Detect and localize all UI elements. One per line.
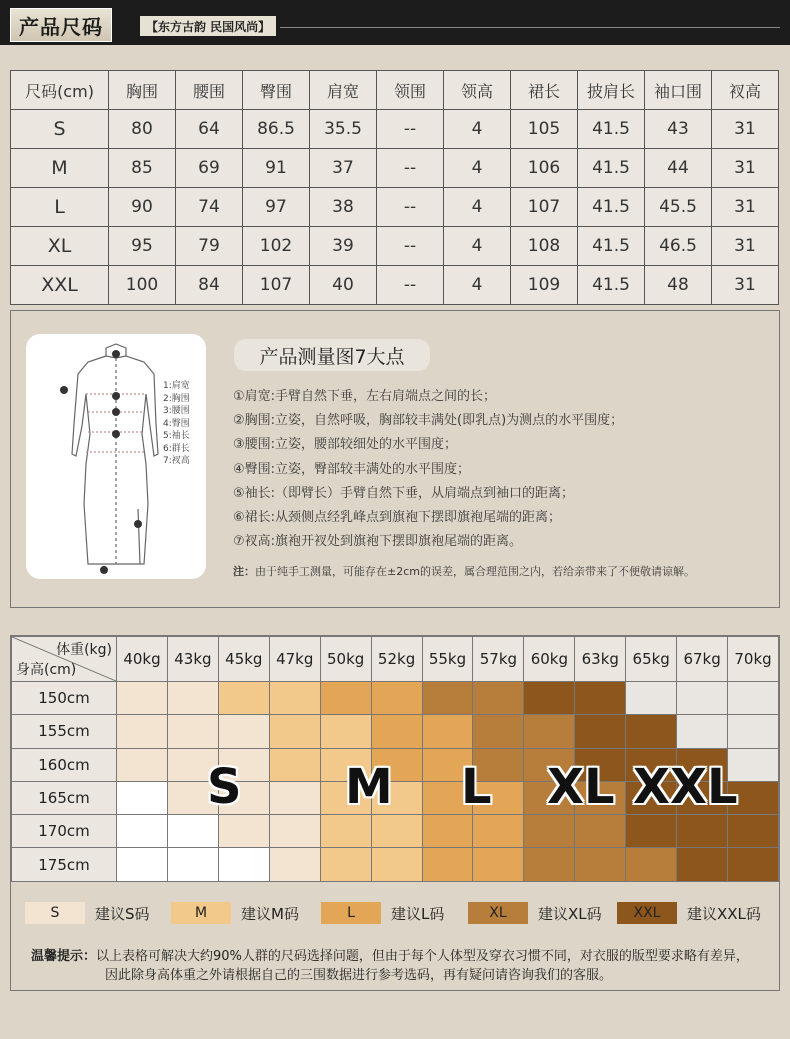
size-zone-cell (728, 715, 779, 748)
weight-header: 52kg (371, 637, 422, 682)
size-zone-cell (473, 715, 524, 748)
size-cell: 79 (176, 227, 243, 266)
legend-text: 建议S码 (95, 904, 150, 923)
size-zone-cell (626, 682, 677, 715)
size-zone-cell (626, 815, 677, 848)
size-cell: 41.5 (578, 266, 645, 305)
header-bar (0, 0, 790, 45)
legend-swatch: XXL (617, 902, 677, 924)
page-subtitle: 【东方古韵 民国风尚】 (140, 16, 276, 36)
size-cell: 31 (712, 110, 779, 149)
size-cell: 80 (109, 110, 176, 149)
tip-line: 因此除身高体重之外请根据自己的三围数据进行参考选码，再有疑问请咨询我们的客服。 (105, 968, 613, 983)
size-zone-cell (320, 715, 371, 748)
weight-height-chart (10, 635, 780, 991)
measurement-item: ②胸围:立姿，自然呼吸，胸部较丰满处(即乳点)为测点的水平围度； (233, 413, 624, 429)
legend-swatch: XL (468, 902, 528, 924)
size-cell: -- (377, 227, 444, 266)
measurement-item: ③腰围:立姿，腰部较细处的水平围度； (233, 437, 458, 453)
height-label: 175cm (12, 848, 117, 881)
size-cell: 95 (109, 227, 176, 266)
size-zone-cell (473, 815, 524, 848)
weight-header: 57kg (473, 637, 524, 682)
size-cell: 4 (444, 149, 511, 188)
size-zone-cell (269, 682, 320, 715)
figure-legend-item: 5:袖长 (163, 431, 190, 441)
measurement-title: 产品测量图7大点 (234, 339, 430, 371)
weight-header: 70kg (728, 637, 779, 682)
size-cell: 41.5 (578, 227, 645, 266)
size-table-row (11, 227, 779, 266)
size-table-row (11, 188, 779, 227)
tip-line: 以上表格可解决大约90%人群的尺码选择问题，但由于每个人体型及穿衣习惯不同，对衣服的版型要求略有差异， (96, 949, 749, 964)
tip-label: 温馨提示： (31, 949, 97, 964)
size-zone-cell (371, 715, 422, 748)
height-row (12, 848, 779, 881)
header-divider (280, 27, 780, 28)
measurement-item: ⑤袖长:（即臂长）手臂自然下垂，从肩端点到袖口的距离； (233, 485, 575, 501)
size-zone-label: XXL (633, 759, 738, 815)
height-label: 170cm (12, 815, 117, 848)
size-cell: XXL (11, 266, 109, 305)
size-cell: 107 (243, 266, 310, 305)
size-zone-cell (524, 815, 575, 848)
weight-header: 67kg (677, 637, 728, 682)
size-cell: 74 (176, 188, 243, 227)
size-cell: 107 (511, 188, 578, 227)
size-cell: 97 (243, 188, 310, 227)
size-cell: 46.5 (645, 227, 712, 266)
size-zone-cell (269, 815, 320, 848)
height-label: 160cm (12, 748, 117, 781)
size-zone-cell (320, 682, 371, 715)
size-zone-label: XL (547, 759, 615, 815)
size-table (10, 70, 779, 305)
size-zone-cell (524, 682, 575, 715)
size-zone-cell (117, 848, 168, 881)
weight-header: 50kg (320, 637, 371, 682)
weight-header: 65kg (626, 637, 677, 682)
legend-text: 建议XL码 (538, 904, 602, 923)
size-cell: 40 (310, 266, 377, 305)
legend-swatch: M (171, 902, 231, 924)
size-table-header: 裙长 (511, 71, 578, 110)
size-cell: 85 (109, 149, 176, 188)
size-zone-cell (626, 848, 677, 881)
size-table-row (11, 110, 779, 149)
height-label: 150cm (12, 682, 117, 715)
size-cell: 4 (444, 188, 511, 227)
size-cell: 41.5 (578, 149, 645, 188)
legend-text: 建议XXL码 (687, 904, 761, 923)
size-cell: M (11, 149, 109, 188)
page-title: 产品尺码 (10, 8, 112, 42)
figure-legend-item: 3:腰围 (163, 406, 190, 416)
weight-header: 63kg (575, 637, 626, 682)
size-zone-cell (218, 682, 269, 715)
measurement-item: ①肩宽:手臂自然下垂，左右肩端点之间的长； (233, 389, 497, 404)
legend-swatch: L (321, 902, 381, 924)
size-zone-cell (626, 715, 677, 748)
size-cell: -- (377, 110, 444, 149)
size-zone-label: L (461, 759, 492, 815)
legend-item (321, 902, 444, 924)
size-table-header: 领围 (377, 71, 444, 110)
legend-item (25, 902, 150, 924)
size-zone-cell (422, 815, 473, 848)
size-cell: XL (11, 227, 109, 266)
height-row (12, 682, 779, 715)
size-zone-cell (269, 848, 320, 881)
figure-legend (163, 380, 190, 468)
size-cell: 102 (243, 227, 310, 266)
measurement-note (233, 563, 695, 579)
legend-text: 建议M码 (241, 904, 299, 923)
figure-legend-item: 4:臀围 (163, 418, 190, 429)
weight-header: 43kg (167, 637, 218, 682)
grid-corner (12, 637, 117, 682)
size-cell: 109 (511, 266, 578, 305)
size-zone-cell (524, 715, 575, 748)
size-cell: 90 (109, 188, 176, 227)
legend-item (468, 902, 602, 924)
size-cell: 31 (712, 266, 779, 305)
size-cell: 86.5 (243, 110, 310, 149)
weight-header: 55kg (422, 637, 473, 682)
size-zone-cell (117, 748, 168, 781)
size-table-header: 尺码(cm) (11, 71, 109, 110)
measurement-item: ⑥裙长:从颈侧点经乳峰点到旗袍下摆即旗袍尾端的距离； (233, 510, 562, 526)
size-zone-cell (728, 848, 779, 881)
size-cell: 31 (712, 188, 779, 227)
measurement-item: ⑦衩高:旗袍开衩处到旗袍下摆即旗袍尾端的距离。 (233, 534, 523, 550)
size-table-header: 臀围 (243, 71, 310, 110)
size-table-header: 衩高 (712, 71, 779, 110)
size-cell: 4 (444, 266, 511, 305)
size-table-header: 袖口围 (645, 71, 712, 110)
size-zone-cell (575, 682, 626, 715)
measurement-item: ④臀围:立姿，臀部较丰满处的水平围度； (233, 461, 471, 477)
size-zone-cell (677, 815, 728, 848)
size-zone-cell (371, 815, 422, 848)
size-cell: 106 (511, 149, 578, 188)
size-cell: 48 (645, 266, 712, 305)
size-cell: 4 (444, 227, 511, 266)
figure-legend-item: 1:肩宽 (163, 381, 190, 391)
size-zone-cell (218, 715, 269, 748)
weight-header: 45kg (218, 637, 269, 682)
size-zone-cell (218, 815, 269, 848)
size-cell: 84 (176, 266, 243, 305)
size-table-header: 腰围 (176, 71, 243, 110)
size-zone-cell (117, 815, 168, 848)
size-cell: 108 (511, 227, 578, 266)
legend-swatch: S (25, 902, 85, 924)
measurement-section (10, 310, 780, 608)
size-table-header: 肩宽 (310, 71, 377, 110)
size-zone-cell (677, 715, 728, 748)
size-zone-cell (320, 848, 371, 881)
size-cell: 39 (310, 227, 377, 266)
size-cell: 69 (176, 149, 243, 188)
size-zone-cell (422, 848, 473, 881)
size-cell: 41.5 (578, 188, 645, 227)
size-cell: 100 (109, 266, 176, 305)
size-zone-cell (371, 848, 422, 881)
size-cell: 35.5 (310, 110, 377, 149)
size-cell: 44 (645, 149, 712, 188)
weight-header: 60kg (524, 637, 575, 682)
size-cell: 105 (511, 110, 578, 149)
size-cell: 45.5 (645, 188, 712, 227)
size-zone-cell (320, 815, 371, 848)
weight-header: 47kg (269, 637, 320, 682)
weight-axis-label: 体重(kg) (56, 642, 112, 658)
size-zone-cell (117, 781, 168, 814)
weight-header-row (12, 637, 779, 682)
note-text: 由于纯手工测量，可能存在±2cm的误差，属合理范围之内，若给亲带来了不便敬请谅解。 (255, 565, 695, 578)
size-zone-cell (422, 715, 473, 748)
size-table-header: 披肩长 (578, 71, 645, 110)
size-cell: 31 (712, 227, 779, 266)
size-zone-cell (371, 682, 422, 715)
size-cell: 91 (243, 149, 310, 188)
size-zone-cell (728, 682, 779, 715)
size-cell: 41.5 (578, 110, 645, 149)
size-cell: 43 (645, 110, 712, 149)
height-label: 155cm (12, 715, 117, 748)
height-row (12, 715, 779, 748)
size-cell: 38 (310, 188, 377, 227)
qipao-figure-card (26, 334, 206, 579)
size-table-header-row (11, 71, 779, 110)
weight-header: 40kg (117, 637, 168, 682)
size-zone-cell (575, 715, 626, 748)
size-zone-cell (167, 682, 218, 715)
size-zone-cell (167, 815, 218, 848)
size-zone-cell (167, 715, 218, 748)
size-zone-cell (575, 815, 626, 848)
size-zone-cell (269, 748, 320, 781)
size-table-row (11, 149, 779, 188)
size-zone-label: M (345, 759, 393, 815)
size-table-row (11, 266, 779, 305)
size-cell: S (11, 110, 109, 149)
size-zone-cell (677, 682, 728, 715)
figure-legend-item: 7:衩高 (163, 456, 190, 466)
size-table-header: 胸围 (109, 71, 176, 110)
size-zone-cell (269, 715, 320, 748)
size-zone-cell (575, 848, 626, 881)
size-table-header: 领高 (444, 71, 511, 110)
size-zone-cell (117, 715, 168, 748)
size-zone-cell (117, 682, 168, 715)
legend-item (171, 902, 299, 924)
size-cell: -- (377, 149, 444, 188)
size-zone-cell (677, 848, 728, 881)
size-cell: 4 (444, 110, 511, 149)
size-zone-cell (473, 682, 524, 715)
height-label: 165cm (12, 781, 117, 814)
figure-legend-item: 6:群长 (163, 443, 190, 454)
size-zone-label: S (207, 759, 242, 815)
height-axis-label: 身高(cm) (16, 662, 77, 678)
size-zone-cell (422, 682, 473, 715)
measurement-list (233, 385, 623, 554)
size-zone-cell (269, 781, 320, 814)
height-row (12, 815, 779, 848)
size-cell: -- (377, 188, 444, 227)
size-zone-cell (728, 815, 779, 848)
size-zone-cell (167, 848, 218, 881)
legend-item (617, 902, 761, 924)
size-cell: 37 (310, 149, 377, 188)
size-cell: 31 (712, 149, 779, 188)
warm-tip (31, 947, 771, 985)
figure-legend-item: 2:胸围 (163, 393, 190, 404)
size-cell: L (11, 188, 109, 227)
note-label: 注： (233, 565, 255, 578)
size-zone-cell (473, 848, 524, 881)
size-cell: 64 (176, 110, 243, 149)
legend-text: 建议L码 (391, 904, 445, 923)
size-legend (25, 902, 775, 930)
size-zone-cell (524, 848, 575, 881)
size-zone-cell (218, 848, 269, 881)
size-cell: -- (377, 266, 444, 305)
